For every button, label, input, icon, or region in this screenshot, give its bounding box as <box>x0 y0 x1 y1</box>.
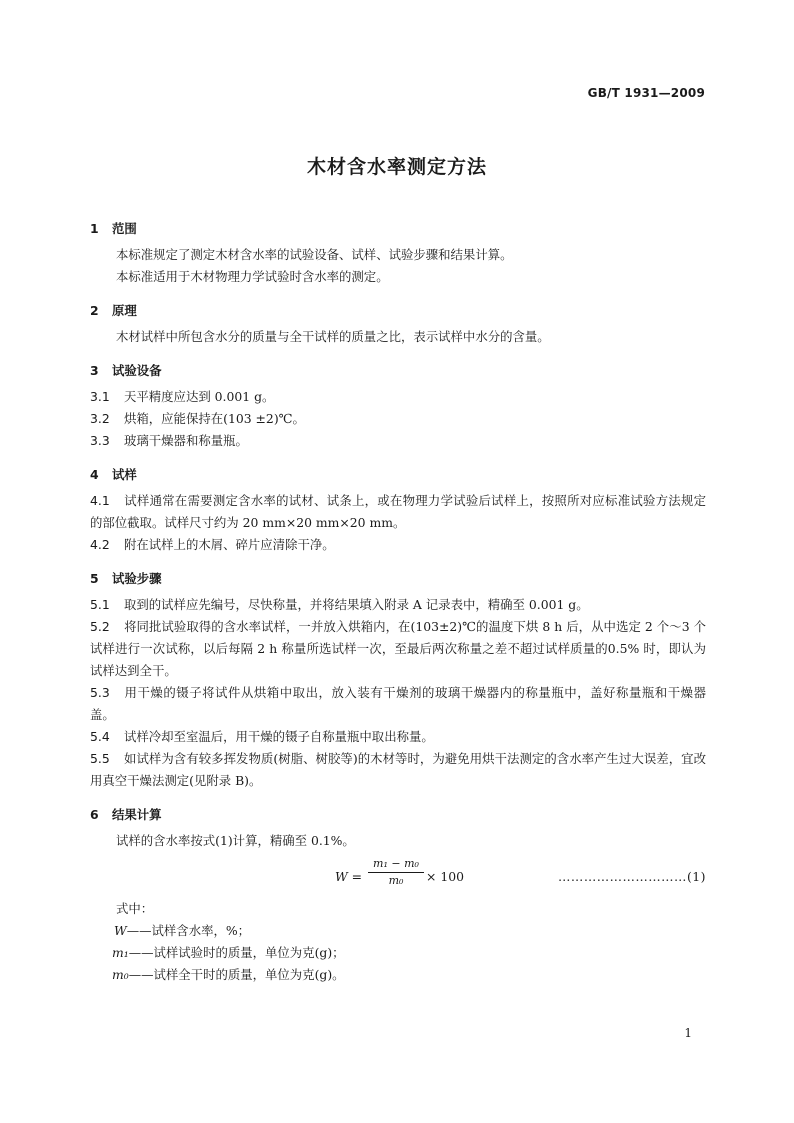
clause-5-3: 5.3 用干燥的镊子将试件从烘箱中取出，放入装有干燥剂的玻璃干燥器内的称量瓶中，盖好称量瓶和干燥器盖。 <box>90 685 706 722</box>
where-label: 式中： <box>116 901 154 916</box>
section-heading-5: 5 试验步骤 <box>90 571 162 586</box>
section-title: 试验步骤 <box>112 571 162 586</box>
paragraph: 本标准适用于木材物理力学试验时含水率的测定。 <box>116 269 389 284</box>
formula-numerator: m₁ − m₀ <box>368 856 424 873</box>
page-number: 1 <box>684 1026 692 1040</box>
section-heading-4: 4 试样 <box>90 467 137 482</box>
clause-5-5: 5.5 如试样为含有较多挥发物质(树脂、树胶等)的木材等时，为避免用烘干法测定的含水率产生过大误差，宜改用真空干燥法测定(见附录 B)。 <box>90 751 706 788</box>
variable-definition: m₀——试样全干时的质量，单位为克(g)。 <box>112 967 345 982</box>
equation-number: …………………………(1) <box>558 869 706 884</box>
formula-lhs: W = <box>335 869 363 884</box>
variable-definition: m₁——试样试验时的质量，单位为克(g)； <box>112 945 345 960</box>
clause-5-2: 5.2 将同批试验取得的含水率试样，一并放入烘箱内，在(103±2)℃的温度下烘 8 h 后，从中选定 2 个～3 个试样进行一次试称，以后每隔 2 h 称量所选试样一次，至最后两次称量之差不超过试样质量的0.5% 时，即认为试样达到全干。 <box>90 619 706 678</box>
paragraph: 本标准规定了测定木材含水率的试验设备、试样、试验步骤和结果计算。 <box>116 247 513 262</box>
clause-5-1: 5.1 取到的试样应先编号，尽快称量，并将结果填入附录 A 记录表中，精确至 0.001 g。 <box>90 597 589 612</box>
section-heading-6: 6 结果计算 <box>90 807 162 822</box>
paragraph: 木材试样中所包含水分的质量与全干试样的质量之比，表示试样中水分的含量。 <box>116 329 550 344</box>
section-heading-1: 1 范围 <box>90 221 137 236</box>
section-title: 试样 <box>112 467 137 482</box>
clause-4-1: 4.1 试样通常在需要测定含水率的试材、试条上，或在物理力学试验后试样上，按照所对应标准试验方法规定的部位截取。试样尺寸约为 20 mm×20 mm×20 mm。 <box>90 493 706 530</box>
standard-number: GB/T 1931—2009 <box>587 86 705 100</box>
clause-3-1: 3.1 天平精度应达到 0.001 g。 <box>90 389 275 404</box>
section-title: 范围 <box>112 221 137 236</box>
document-body <box>90 218 706 986</box>
clause-3-2: 3.2 烘箱，应能保持在(103 ±2)℃。 <box>90 411 305 426</box>
section-heading-3: 3 试验设备 <box>90 363 162 378</box>
clause-3-3: 3.3 玻璃干燥器和称量瓶。 <box>90 433 248 448</box>
formula-rhs: × 100 <box>426 869 464 884</box>
moisture-formula <box>90 856 706 896</box>
section-title: 原理 <box>112 303 137 318</box>
document-title: 木材含水率测定方法 <box>306 156 487 178</box>
variable-definition: W——试样含水率，%； <box>114 923 251 938</box>
section-title: 结果计算 <box>112 807 162 822</box>
paragraph: 试样的含水率按式(1)计算，精确至 0.1%。 <box>116 833 355 848</box>
section-heading-2: 2 原理 <box>90 303 137 318</box>
clause-5-4: 5.4 试样冷却至室温后，用干燥的镊子自称量瓶中取出称量。 <box>90 729 434 744</box>
formula-denominator: m₀ <box>388 874 404 887</box>
section-title: 试验设备 <box>112 363 162 378</box>
clause-4-2: 4.2 附在试样上的木屑、碎片应清除干净。 <box>90 537 335 552</box>
formula-fraction <box>368 856 424 889</box>
